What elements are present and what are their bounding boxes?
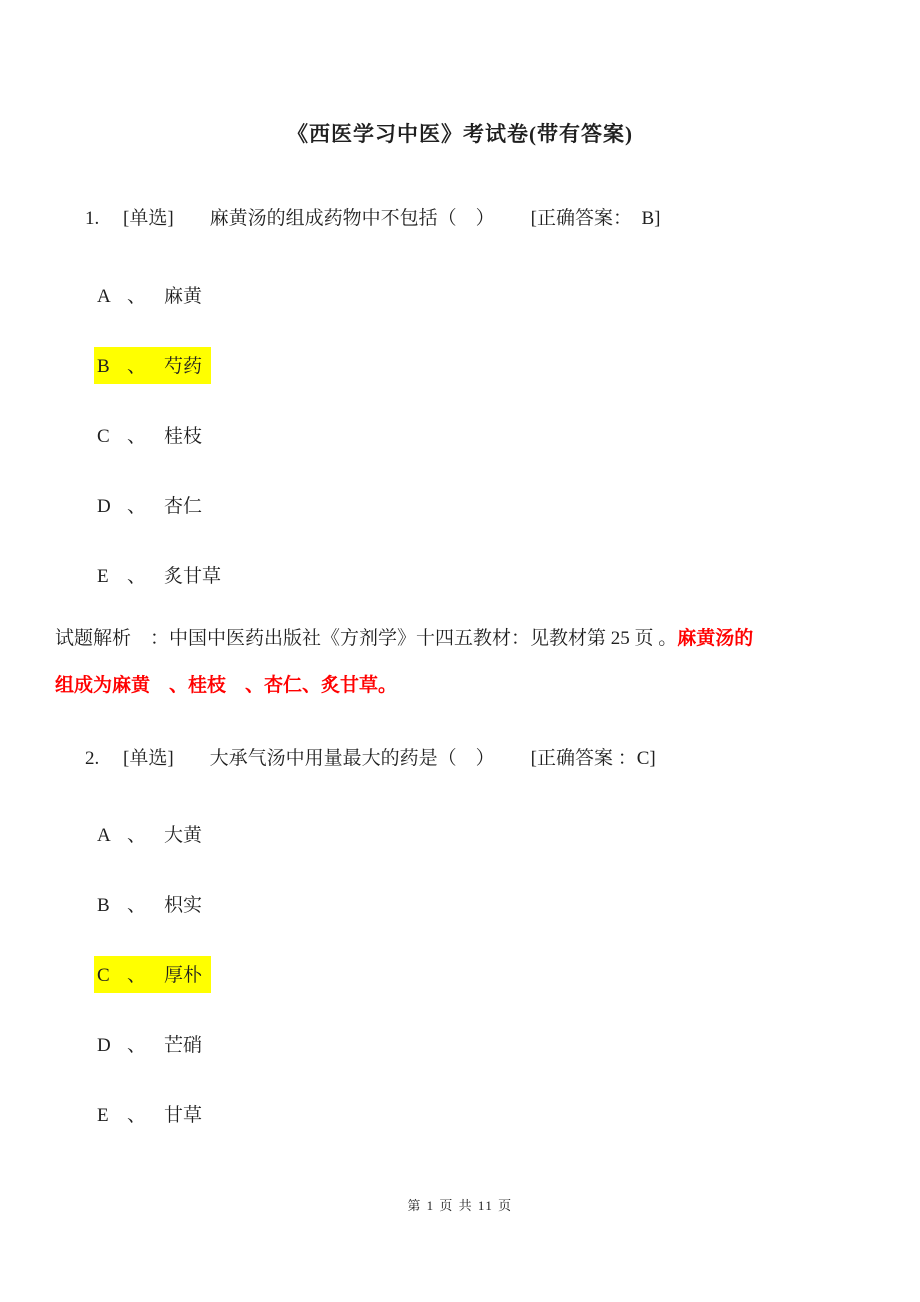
page-footer: 第 1 页 共 11 页	[407, 1198, 513, 1213]
option-text: 厚朴	[164, 965, 203, 986]
analysis-red-text-continued: 组成为麻黄 、桂枝 、杏仁、炙甘草。	[55, 675, 398, 696]
option-text: 杏仁	[164, 496, 203, 517]
option-separator: 、	[127, 1105, 147, 1126]
option-row-2b	[97, 886, 211, 923]
correct-answer-tag: [正确答案 ：C]	[530, 748, 656, 769]
option-letter: A	[97, 825, 111, 846]
question-type-tag: [单选]	[123, 208, 174, 229]
correct-answer-tag: [正确答案： B]	[530, 208, 661, 229]
question-1-stem-row	[85, 203, 661, 230]
option-letter: D	[97, 1035, 111, 1056]
option-letter: B	[97, 895, 110, 916]
option-letter: E	[97, 566, 109, 587]
question-2-stem-row	[85, 743, 656, 770]
option-separator: 、	[127, 895, 147, 916]
page-title: 《西医学习中医》考试卷(带有答案)	[287, 122, 633, 146]
analysis-red-text: 麻黄汤的	[677, 628, 754, 649]
option-separator: 、	[127, 286, 147, 307]
option-row-2d	[97, 1026, 211, 1063]
option-text: 芍药	[164, 356, 203, 377]
option-row-1d	[97, 487, 211, 524]
option-separator: 、	[127, 496, 147, 517]
question-type-tag: [单选]	[123, 748, 174, 769]
question-number: 2.	[85, 748, 100, 769]
option-letter: A	[97, 286, 111, 307]
option-letter: B	[97, 356, 110, 377]
question-text: 麻黄汤的组成药物中不包括（ ）	[209, 208, 495, 229]
option-row-1c	[97, 417, 211, 454]
option-text: 芒硝	[164, 1035, 203, 1056]
option-row-2c	[97, 956, 211, 993]
question-text: 大承气汤中用量最大的药是（ ）	[209, 748, 495, 769]
option-text: 甘草	[164, 1105, 203, 1126]
option-text: 桂枝	[164, 426, 203, 447]
option-text: 麻黄	[164, 286, 203, 307]
option-separator: 、	[127, 566, 147, 587]
analysis-source-text: ：中国中医药出版社《方剂学》十四五教材：见教材第 25 页 。	[131, 628, 678, 649]
option-separator: 、	[127, 356, 147, 377]
option-letter: D	[97, 496, 111, 517]
option-text: 大黄	[164, 825, 203, 846]
option-row-1e	[97, 557, 230, 594]
option-row-1b	[97, 347, 211, 384]
option-row-2a	[97, 816, 211, 853]
option-row-2e	[97, 1096, 211, 1133]
analysis-paragraph	[55, 615, 863, 709]
question-number: 1.	[85, 208, 100, 229]
option-row-1a	[97, 277, 211, 314]
option-separator: 、	[127, 426, 147, 447]
highlighted-answer	[94, 956, 211, 993]
option-separator: 、	[127, 965, 147, 986]
highlighted-answer	[94, 347, 211, 384]
option-text: 枳实	[164, 895, 203, 916]
option-text: 炙甘草	[164, 566, 222, 587]
option-letter: C	[97, 426, 110, 447]
option-letter: C	[97, 965, 110, 986]
option-letter: E	[97, 1105, 109, 1126]
option-separator: 、	[127, 825, 147, 846]
analysis-label: 试题解析	[55, 628, 132, 649]
option-separator: 、	[127, 1035, 147, 1056]
